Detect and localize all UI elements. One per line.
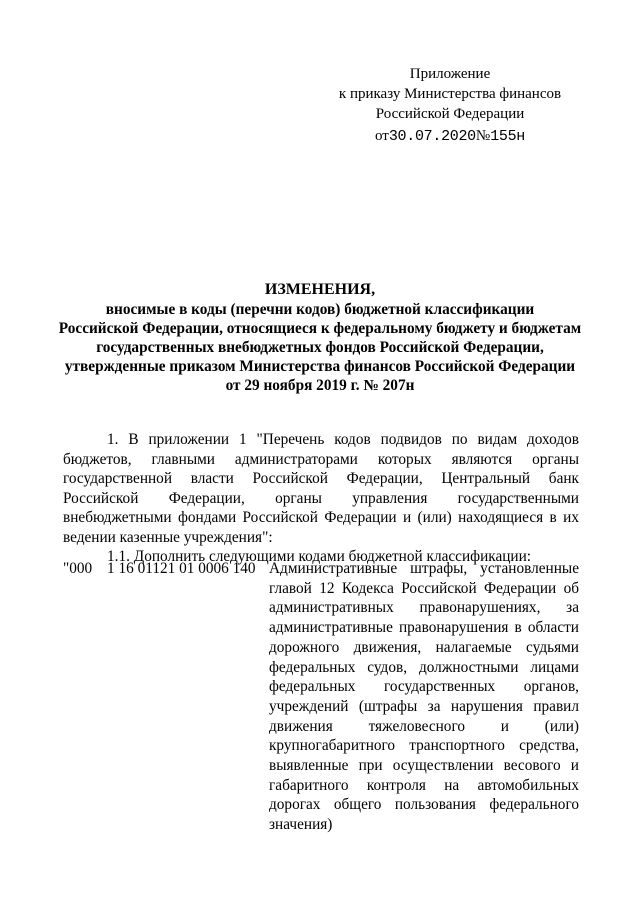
appendix-date-line xyxy=(320,126,580,147)
order-number: 155н xyxy=(490,128,525,145)
title-line-1: вносимые в коды (перечни кодов) бюджетной классификации xyxy=(105,301,535,318)
code-description: Административные штрафы, установленные главой 12 Кодекса Российской Федерации об административных правонарушениях, за административные правонарушения в области дорожного движения, налагаемые судьями федеральных судов, должностными лицами федеральных государственных органов, учреждений (штрафы за нарушения правил движения тяжеловесного и (или) крупногабаритного транспортного средства, выявленные при осуществлении весового и габаритного контроля на автомобильных дорогах общего пользования федерального значения) xyxy=(269,560,579,834)
document-title xyxy=(40,280,600,395)
appendix-header xyxy=(320,64,580,147)
appendix-country: Российской Федерации xyxy=(375,106,525,122)
appendix-label: Приложение xyxy=(409,66,491,82)
paragraph-1-1: 1.1. Дополнить следующими кодами бюджетной классификации: xyxy=(107,548,532,565)
order-date: 30.07.2020 xyxy=(388,128,476,145)
admin-code: "000 xyxy=(63,560,93,577)
title-heading: ИЗМЕНЕНИЯ, xyxy=(264,281,376,298)
date-prefix: от xyxy=(375,128,389,144)
kbk-code: 1 16 01121 01 0006 140 xyxy=(107,560,256,577)
title-line-2: Российской Федерации, относящиеся к федеральному бюджету и бюджетам xyxy=(58,320,582,337)
document-body xyxy=(63,430,579,567)
appendix-order-ref: к приказу Министерства финансов xyxy=(338,86,562,102)
paragraph-1: 1. В приложении 1 "Перечень кодов подвидов по видам доходов бюджетов, главными администраторами которых являются органы государственной власти Российской Федерации, Центральный банк Российской Федерации, органы управления государственными внебюджетными фондами Российской Федерации и (или) находящиеся в их ведении казенные учреждения": xyxy=(63,431,579,546)
title-line-3: государственных внебюджетных фондов Российской Федерации, xyxy=(96,339,544,356)
number-sign: № xyxy=(475,128,491,144)
title-line-4: утвержденные приказом Министерства финансов Российской Федерации xyxy=(64,358,576,375)
title-line-5: от 29 ноября 2019 г. № 207н xyxy=(225,377,415,394)
